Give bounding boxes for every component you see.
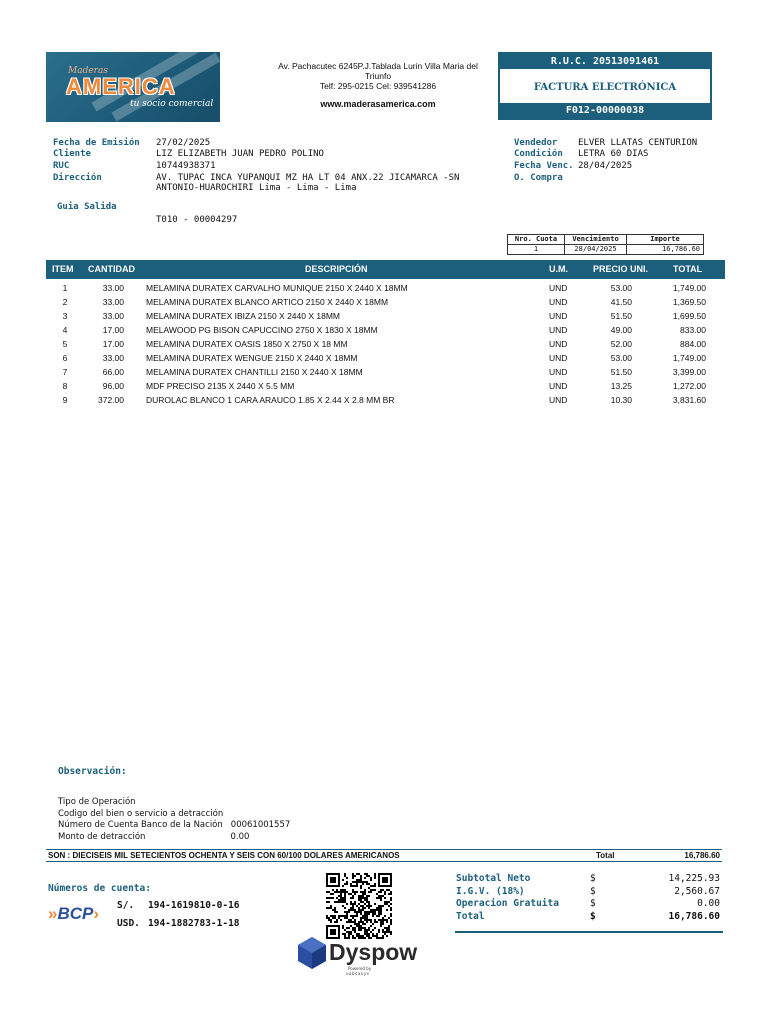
usd-label: USD. — [117, 918, 140, 929]
cell-um: UND — [549, 283, 568, 293]
cell-um: UND — [549, 395, 568, 405]
direccion-line1: AV. TUPAC INCA YUPANQUI MZ HA LT 04 ANX.22 JICAMARCA -SN — [156, 173, 460, 183]
cuota-importe: 16,786.60 — [627, 245, 704, 255]
cell-um: UND — [549, 325, 568, 335]
dyspow-sub: uabcanyx — [346, 971, 370, 976]
totals-currency: $ — [590, 885, 596, 897]
cell-cantidad: 33.00 — [102, 311, 124, 321]
table-row — [46, 281, 725, 295]
cell-um: UND — [549, 339, 568, 349]
cell-descripcion: DUROLAC BLANCO 1 CARA ARAUCO 1.85 X 2.44 X 2.8 MM BR — [146, 395, 395, 405]
cell-total: 833.00 — [680, 325, 706, 335]
totals-row — [455, 873, 723, 886]
table-row — [46, 309, 725, 323]
cell-total: 1,699.50 — [672, 311, 706, 321]
table-row — [46, 379, 725, 393]
cell-item: 4 — [62, 325, 68, 335]
totals-label: Operacion Gratuita — [456, 898, 559, 909]
usd-account: 194-1882783-1-18 — [148, 918, 240, 929]
observacion-title: Observación: — [58, 766, 127, 777]
cell-item: 7 — [62, 367, 68, 377]
cell-descripcion: MELAMINA DURATEX CHANTILLI 2150 X 2440 X 18MM — [146, 367, 363, 377]
header-um: U.M. — [549, 264, 568, 274]
table-row — [46, 393, 725, 407]
cell-item: 8 — [62, 381, 68, 391]
cell-precio: 51.50 — [610, 367, 632, 377]
totals-value: 14,225.93 — [668, 873, 720, 884]
cell-um: UND — [549, 381, 568, 391]
cell-item: 1 — [62, 283, 68, 293]
direccion-line2: ANTONIO-HUAROCHIRI Lima - Lima - Lima — [156, 183, 357, 193]
cell-total: 3,399.00 — [672, 367, 706, 377]
cell-precio: 51.50 — [610, 311, 632, 321]
codigo-bien: Codigo del bien o servicio a detracción — [58, 808, 224, 819]
cell-cantidad: 33.00 — [102, 297, 124, 307]
cell-cantidad: 372.00 — [98, 395, 124, 405]
bcp-logo-text: BCP — [57, 904, 94, 923]
table-row — [46, 323, 725, 337]
bcp-arrow-icon: » — [48, 904, 58, 923]
son-total-value: 16,786.60 — [684, 851, 720, 860]
company-phone: Telf: 295-0215 Cel: 939541286 — [319, 81, 437, 91]
cell-descripcion: MELAMINA DURATEX BLANCO ARTICO 2150 X 2440 X 18MM — [146, 297, 389, 307]
cell-item: 3 — [62, 311, 68, 321]
condicion-value: LETRA 60 DIAS — [578, 149, 649, 159]
cell-precio: 13.25 — [610, 381, 632, 391]
header-precio: PRECIO UNI. — [593, 264, 649, 274]
totals-currency: $ — [590, 910, 596, 922]
table-row — [46, 337, 725, 351]
cell-um: UND — [549, 367, 568, 377]
dyspow-wordmark: Dyspow — [329, 939, 418, 965]
cell-descripcion: MELAMINA DURATEX IBIZA 2150 X 2440 X 18MM — [146, 311, 341, 321]
soles-label: S/. — [117, 900, 135, 911]
cell-item: 6 — [62, 353, 68, 363]
cell-item: 2 — [62, 297, 68, 307]
document-type: FACTURA ELECTRÓNICA — [533, 82, 677, 93]
cell-total: 1,749.00 — [672, 283, 706, 293]
totals-row — [455, 911, 723, 924]
direccion-label: Dirección — [53, 173, 102, 183]
cuotas-header-nro: Nro. Cuota — [508, 235, 565, 245]
logo-brand-text: AMERICA — [66, 74, 176, 99]
totals-currency: $ — [590, 898, 596, 909]
ruc-value: 10744938371 — [156, 161, 216, 171]
cuenta-bn-value: 00061001557 — [230, 820, 291, 830]
totals-value: 16,786.60 — [668, 910, 720, 922]
table-row — [46, 365, 725, 379]
qr-code-icon — [326, 873, 392, 939]
invoice-number: F012-00000038 — [500, 103, 710, 118]
cell-descripcion: MDF PRECISO 2135 X 2440 X 5.5 MM — [146, 381, 295, 391]
vendedor-value: ELVER LLATAS CENTURION — [578, 138, 698, 148]
guia-salida-label: Guia Salida — [57, 202, 117, 212]
totals-label: I.G.V. (18%) — [456, 885, 525, 897]
condicion-label: Condición — [514, 149, 563, 159]
o-compra-label: O. Compra — [514, 173, 563, 183]
bcp-arrow-right-icon: › — [93, 904, 100, 923]
tipo-operacion: Tipo de Operación — [58, 797, 136, 807]
cuota-vencimiento: 28/04/2025 — [565, 245, 627, 255]
fecha-venc-value: 28/04/2025 — [578, 161, 633, 171]
ruc-label: RUC — [53, 161, 70, 171]
son-text: SON : DIECISEIS MIL SETECIENTOS OCHENTA Y SEIS CON 60/100 DOLARES AMERICANOS — [48, 851, 400, 860]
cell-cantidad: 33.00 — [102, 283, 124, 293]
cell-cantidad: 33.00 — [102, 353, 124, 363]
table-row — [46, 295, 725, 309]
cell-total: 3,831.60 — [672, 395, 706, 405]
ruc-number: R.U.C. 20513091461 — [500, 54, 710, 69]
company-logo — [46, 52, 220, 122]
totals-row — [455, 886, 723, 899]
cliente-value: LIZ ELIZABETH JUAN PEDRO POLINO — [156, 149, 324, 159]
cuotas-header-importe: Importe — [627, 235, 704, 245]
ruc-box — [498, 52, 712, 120]
totals-underline — [455, 931, 723, 933]
cell-total: 1,272.00 — [672, 381, 706, 391]
son-total-label: Total — [596, 851, 615, 860]
fecha-emision-value: 27/02/2025 — [156, 138, 211, 148]
cell-cantidad: 96.00 — [102, 381, 124, 391]
cell-item: 9 — [62, 395, 68, 405]
cell-precio: 49.00 — [610, 325, 632, 335]
cell-total: 1,749.00 — [672, 353, 706, 363]
totals-label: Subtotal Neto — [456, 873, 531, 884]
cuota-nro: 1 — [508, 245, 565, 255]
company-address-line1: Av. Pachacutec 6245P.J.Tablada Lurin Villa Maria del — [278, 61, 478, 71]
cell-cantidad: 17.00 — [102, 339, 124, 349]
logo-tagline: tu socio comercial — [130, 99, 214, 109]
guia-salida-value: T010 - 00004297 — [156, 215, 238, 225]
monto-detraccion-value: 0.00 — [230, 831, 250, 842]
table-row — [46, 351, 725, 365]
cell-descripcion: MELAMINA DURATEX CARVALHO MUNIQUE 2150 X 2440 X 18MM — [146, 283, 408, 293]
cell-total: 884.00 — [680, 339, 706, 349]
cell-descripcion: MELAWOOD PG BISON CAPUCCINO 2750 X 1830 X 18MM — [146, 325, 378, 335]
header-item: ITEM — [52, 264, 74, 274]
bcp-logo — [48, 904, 99, 924]
totals-value: 2,560.67 — [674, 885, 720, 897]
cell-precio: 52.00 — [610, 339, 632, 349]
cell-descripcion: MELAMINA DURATEX OASIS 1850 X 2750 X 18 MM — [146, 339, 348, 349]
cell-precio: 53.00 — [610, 283, 632, 293]
cell-cantidad: 17.00 — [102, 325, 124, 335]
totals-currency: $ — [590, 873, 596, 884]
cell-um: UND — [549, 353, 568, 363]
cell-item: 5 — [62, 339, 68, 349]
observacion-block — [58, 797, 290, 843]
cell-um: UND — [549, 311, 568, 321]
totals-label: Total — [456, 910, 485, 922]
dyspow-powered: Powered by — [348, 966, 372, 971]
header-descripcion: DESCRIPCIÓN — [305, 264, 368, 274]
son-line — [46, 849, 722, 862]
fecha-emision-label: Fecha de Emisión — [53, 138, 140, 148]
cell-cantidad: 66.00 — [102, 367, 124, 377]
soles-account: 194-1619810-0-16 — [148, 900, 240, 911]
items-table-header — [46, 260, 725, 279]
cuotas-table — [507, 234, 704, 255]
totals-value: 0.00 — [697, 898, 720, 909]
company-info — [268, 61, 488, 109]
header-cantidad: CANTIDAD — [88, 264, 135, 274]
items-table-body — [46, 281, 725, 407]
company-address-line2: Triunfo — [364, 71, 392, 81]
cell-total: 1,369.50 — [672, 297, 706, 307]
totals-row — [455, 898, 723, 911]
cell-precio: 41.50 — [610, 297, 632, 307]
cell-precio: 53.00 — [610, 353, 632, 363]
cuentas-title: Números de cuenta: — [48, 883, 151, 894]
cell-um: UND — [549, 297, 568, 307]
cuotas-header-vencimiento: Vencimiento — [565, 235, 627, 245]
fecha-venc-label: Fecha Venc. — [514, 161, 574, 171]
header-total: TOTAL — [673, 264, 703, 274]
cube-icon — [296, 935, 328, 971]
monto-detraccion-label: Monto de detracción — [58, 831, 146, 842]
totals-block — [455, 873, 723, 923]
cliente-label: Cliente — [53, 149, 91, 159]
vendedor-label: Vendedor — [514, 138, 558, 148]
cuenta-bn-label: Número de Cuenta Banco de la Nación — [58, 820, 223, 830]
cell-descripcion: MELAMINA DURATEX WENGUE 2150 X 2440 X 18MM — [146, 353, 358, 363]
cell-precio: 10.30 — [610, 395, 632, 405]
company-website: www.maderasamerica.com — [320, 99, 436, 109]
logo-small-text: Maderas — [68, 66, 108, 76]
dyspow-logo — [296, 935, 426, 977]
